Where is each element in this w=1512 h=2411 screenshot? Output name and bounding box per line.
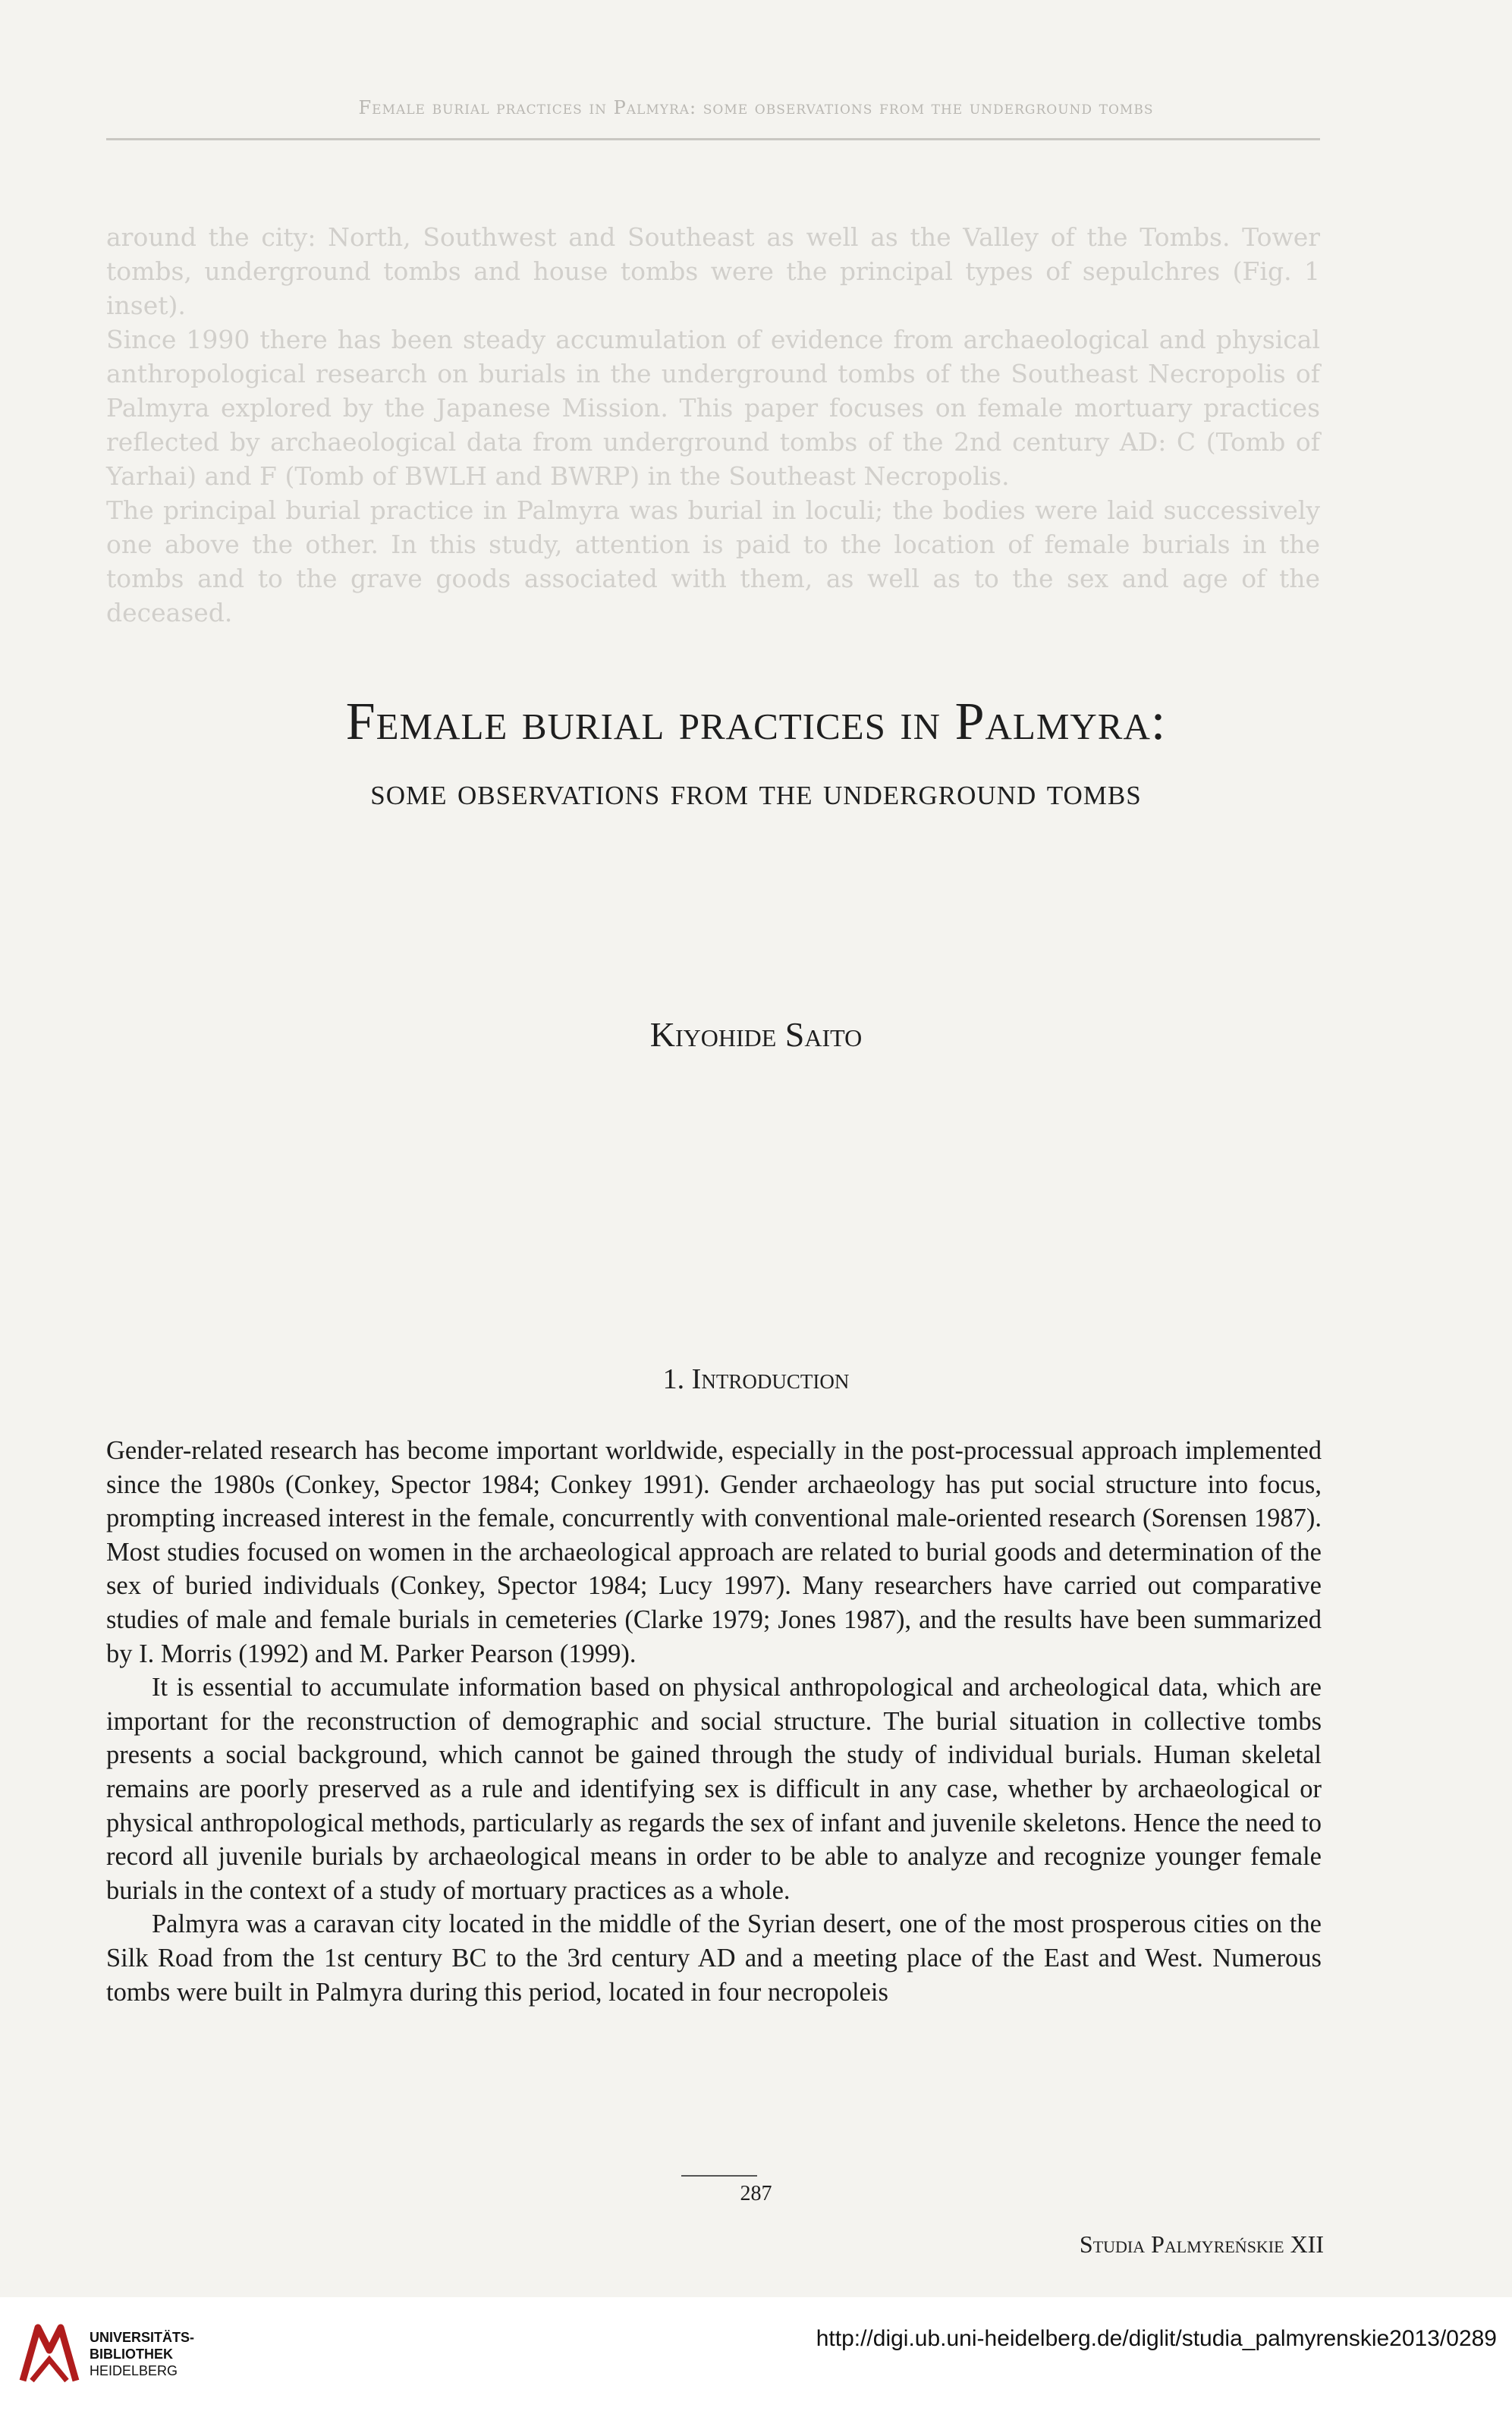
article-subtitle: some observations from the underground tombs xyxy=(370,770,1142,813)
author-name: Kiyohide Saito xyxy=(649,1015,863,1054)
paragraph: Gender-related research has become important worldwide, especially in the post-processual approach implemented since the 1980s (Conkey, Spector 1984; Conkey 1991). Gender archaeology has put social structure into focus, prompting increased interest in the female, concurrently with conventional male-oriented research (Sorensen 1987). Most studies focused on women in the archaeological approach are related to burial goods and determination of the sex of buried individuals (Conkey, Spector 1984; Lucy 1997). Many researchers have carried out comparative studies of male and female burials in cemeteries (Clarke 1979; Jones 1987), and the results have been summarized by I. Morris (1992) and M. Parker Pearson (1999). xyxy=(106,1436,1322,1668)
library-logo-icon xyxy=(15,2320,83,2388)
library-line: HEIDELBERG xyxy=(90,2363,178,2378)
library-line: UNIVERSITÄTS- xyxy=(90,2330,195,2345)
library-line: BIBLIOTHEK xyxy=(90,2347,173,2362)
ghost-paragraph: around the city: North, Southwest and Southeast as well as the Valley of the Tombs. Tower tombs, underground tombs and house tombs were the principal types of sepulchres (Fig. 1 inset). xyxy=(106,222,1320,320)
show-through-text-upper xyxy=(106,220,1320,627)
ghost-paragraph: The principal burial practice in Palmyra was burial in loculi; the bodies were laid successively one above the other. In this study, attention is paid to the location of female burials in the tombs and to the grave goods associated with them, as well as to the sex and age of the deceased. xyxy=(106,495,1320,627)
source-url-link[interactable]: http://digi.ub.uni-heidelberg.de/diglit/studia_palmyrenskie2013/0289 xyxy=(816,2326,1497,2351)
viewer-footer-bar xyxy=(0,2297,1512,2411)
library-name xyxy=(90,2329,194,2379)
paragraph: Palmyra was a caravan city located in the middle of the Syrian desert, one of the most prosperous cities on the Silk Road from the 1st century BC to the 3rd century AD and a meeting place of the East and West. Numerous tombs were built in Palmyra during this period, located in four necropoleis xyxy=(106,1910,1322,2007)
page-number: 287 xyxy=(740,2182,772,2205)
section-heading: 1. Introduction xyxy=(662,1363,850,1395)
ghost-paragraph: Since 1990 there has been steady accumulation of evidence from archaeological and physical anthropological research on burials in the underground tombs of the Southeast Necropolis of Palmyra explored by the Japanese Mission. This paper focuses on female mortuary practices reflected by archaeological data from underground tombs of the 2nd century AD: C (Tomb of Yarhai) and F (Tomb of BWLH and BWRP) in the Southeast Necropolis. xyxy=(106,325,1320,491)
article-title: Female burial practices in Palmyra: xyxy=(345,693,1167,751)
running-head: Female burial practices in Palmyra: some observations from the underground tombs xyxy=(358,97,1154,118)
journal-name: Studia Palmyreńskie XII xyxy=(1079,2230,1324,2258)
header-rule xyxy=(106,138,1320,140)
body-text xyxy=(106,1434,1322,2009)
footer-rule xyxy=(681,2175,757,2177)
paragraph: It is essential to accumulate information based on physical anthropological and archeological data, which are important for the reconstruction of demographic and social structure. The burial situation in collective tombs presents a social background, which cannot be gained through the study of individual burials. Human skeletal remains are poorly preserved as a rule and identifying sex is difficult in any case, whether by archaeological or physical anthropological methods, particularly as regards the sex of infant and juvenile skeletons. Hence the need to record all juvenile burials by archaeological means in order to be able to analyze and recognize younger female burials in the context of a study of mortuary practices as a whole. xyxy=(106,1673,1322,1905)
